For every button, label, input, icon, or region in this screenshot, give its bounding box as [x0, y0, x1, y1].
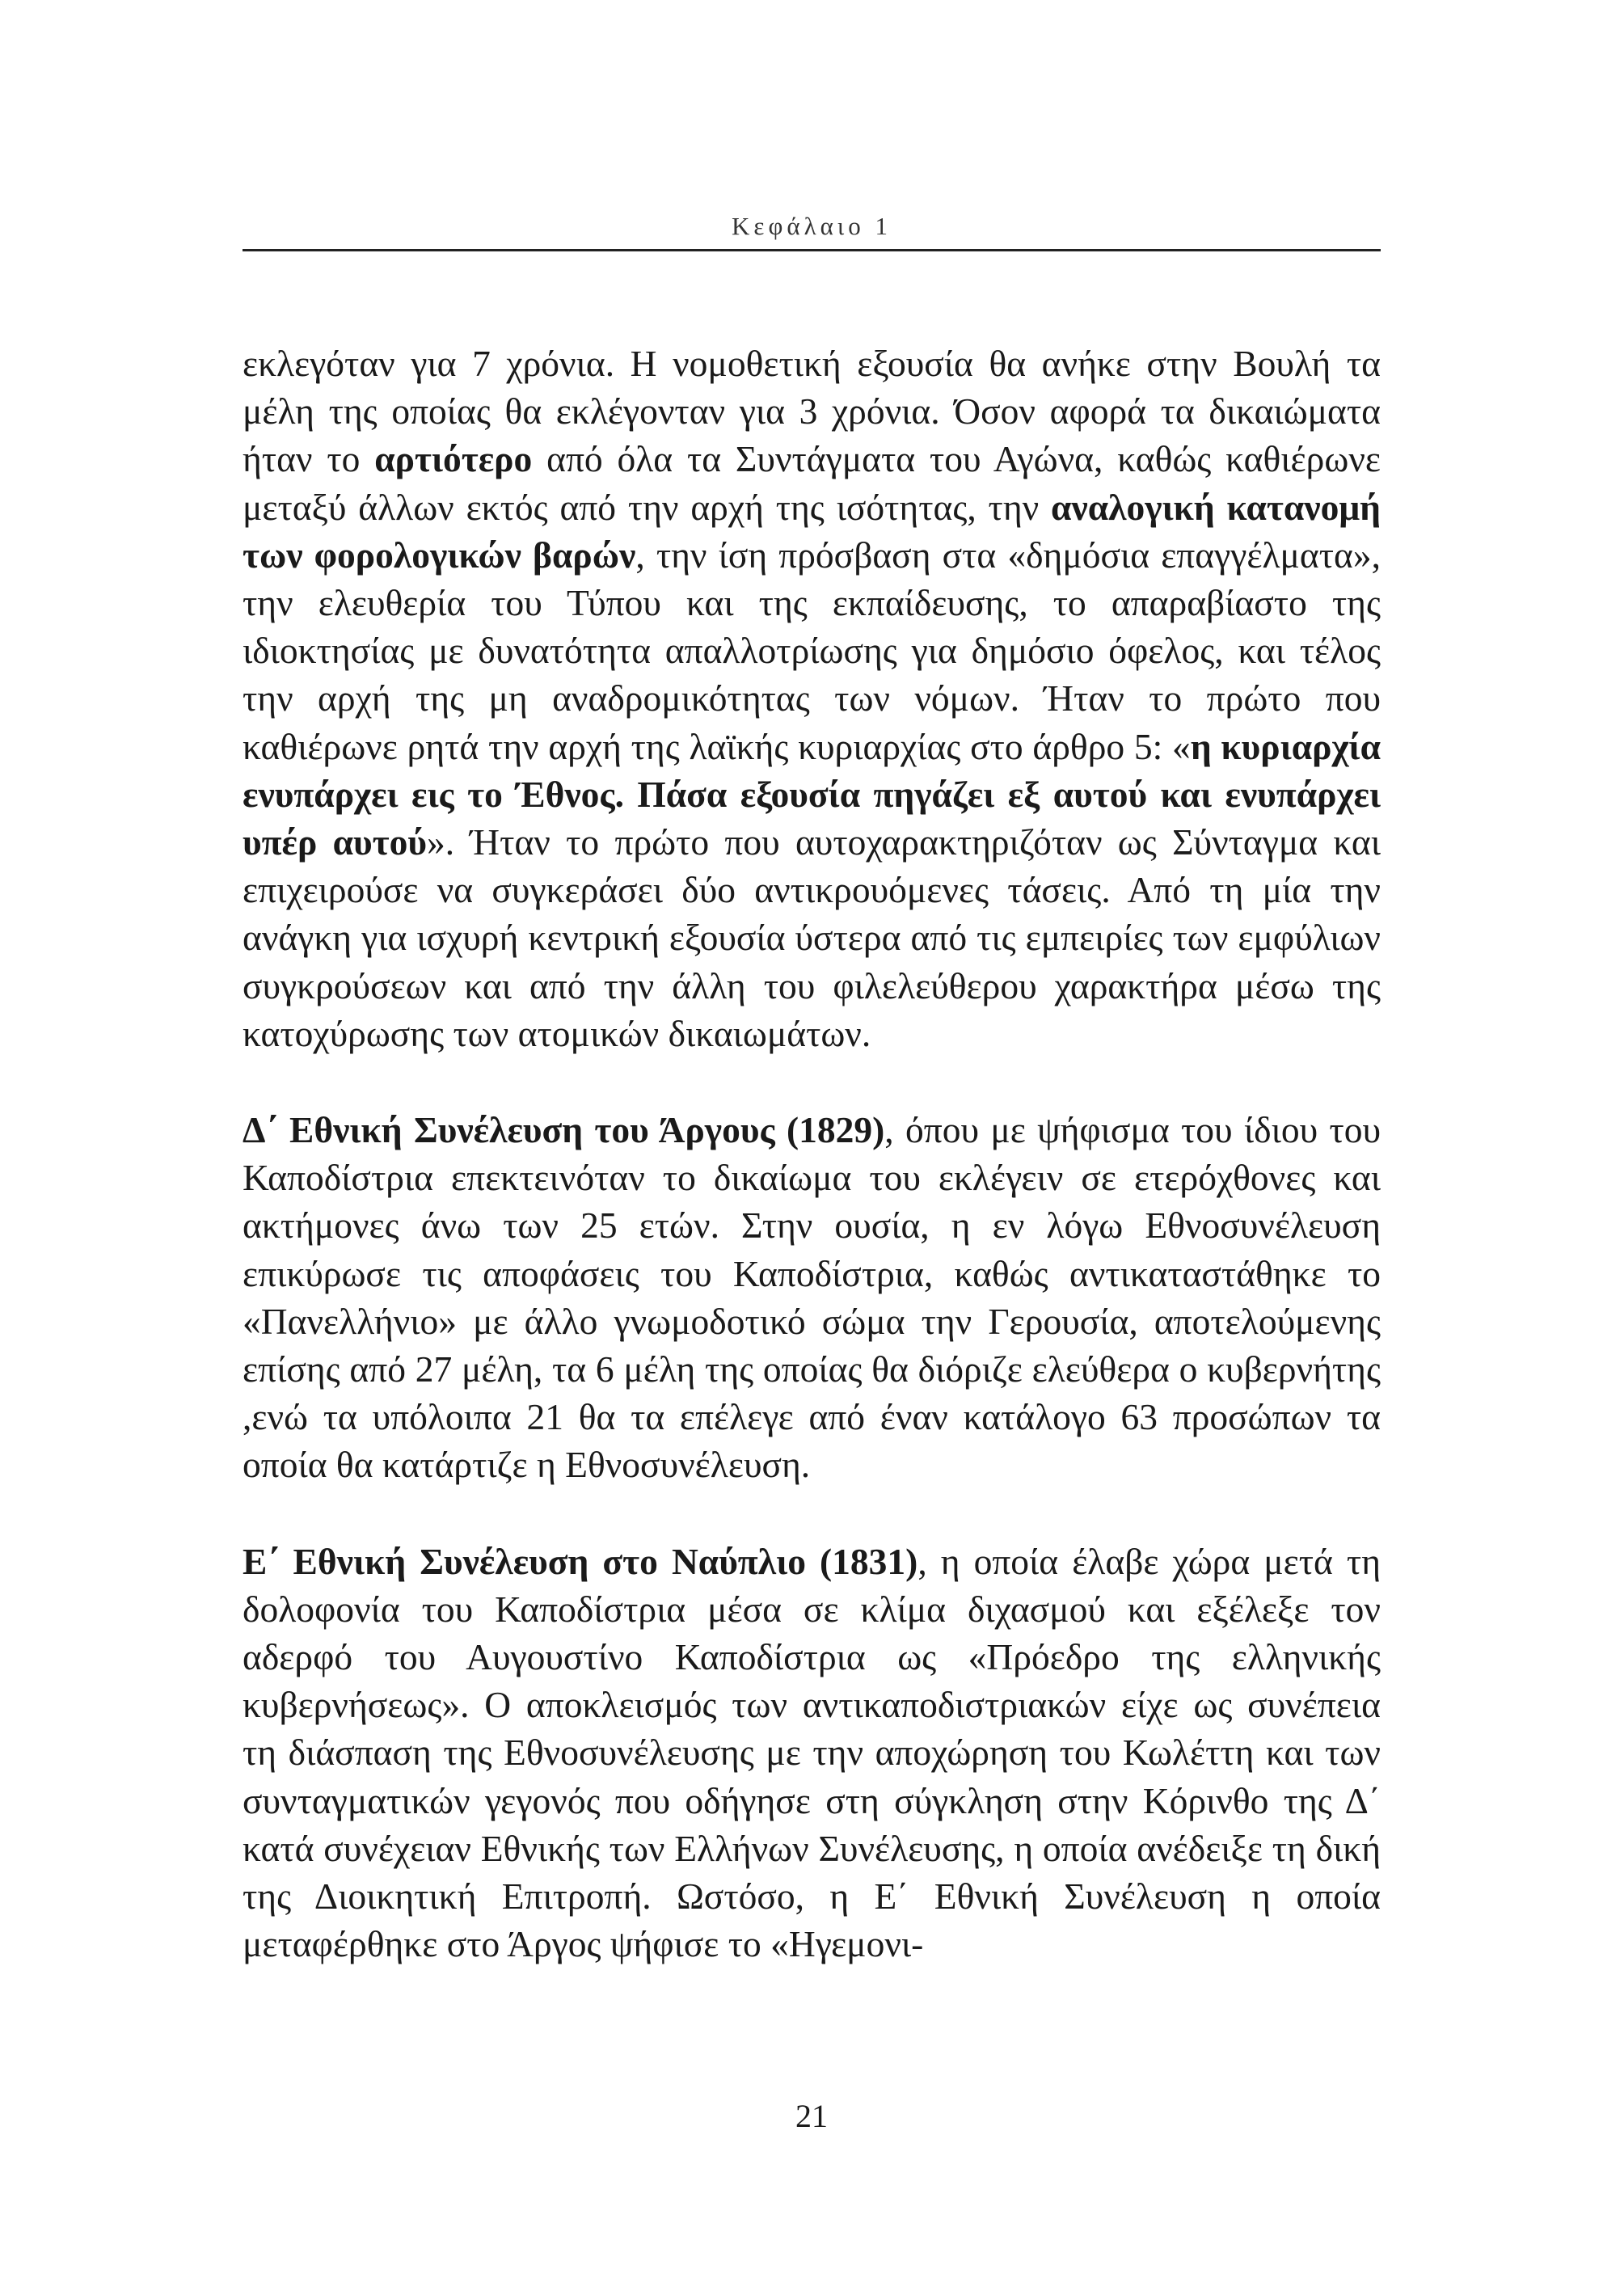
section-lead-heading: Δ΄ Εθνική Συνέλευση του Άργους (1829): [243, 1109, 885, 1151]
text-segment: , όπου με ψήφισμα του ίδιου του Καποδίστρια επεκτεινόταν το δικαίωμα του εκλέγειν σε ετερόχθονες και ακτήμονες άνω των 25 ετών. Στην ουσία, η εν λόγω Εθνοσυνέλευση επικύρωσε τις αποφάσεις του Καποδίστρια, καθώς αντικαταστάθηκε το «Πανελλήνιο» με άλλο γνωμοδοτικό σώμα την Γερουσία, αποτελούμενης επίσης από 27 μέλη, τα 6 μέλη της οποίας θα διόριζε ελεύθερα ο κυβερνήτης ,ενώ τα υπόλοιπα 21 θα τα επέλεγε από έναν κατάλογο 63 προσώπων τα οποία θα κατάρτιζε η Εθνοσυνέλευση.: [243, 1109, 1381, 1486]
bold-phrase: αναλογική κατανομή των φορολογικών βαρών: [243, 486, 1381, 576]
page-number: 21: [795, 2098, 828, 2134]
header-rule: [243, 249, 1381, 251]
body-text: [243, 340, 1381, 1968]
bold-phrase: αρτιότερο: [374, 438, 533, 480]
bold-quote: η κυριαρχία ενυπάρχει εις το Έθνος. Πάσα εξουσία πηγάζει εξ αυτού και ενυπάρχει υπέρ αυτού: [243, 725, 1381, 863]
paragraph: [243, 340, 1381, 1057]
paragraph: [243, 1538, 1381, 1968]
text-segment: από όλα τα Συντάγματα του Αγώνα, καθώς καθιέρωνε μεταξύ άλλων εκτός από την αρχή της ισότητας, την: [243, 438, 1381, 528]
text-segment: , η οποία έλαβε χώρα μετά τη δολοφονία του Καποδίστρια μέσα σε κλίμα διχασμού και εξέλεξε τον αδερφό του Αυγουστίνο Καποδίστρια ως «Πρόεδρο της ελληνικής κυβερνήσεως». Ο αποκλεισμός των αντικαποδιστριακών είχε ως συνέπεια τη διάσπαση της Εθνοσυνέλευσης με την αποχώρηση του Κωλέττη και των συνταγματικών γεγονός που οδήγησε στη σύγκληση στην Κόρινθο της Δ΄ κατά συνέχειαν Εθνικής των Ελλήνων Συνέλευσης, η οποία ανέδειξε τη δική της Διοικητική Επιτροπή. Ωστόσο, η Ε΄ Εθνική Συνέλευση η οποία μεταφέρθηκε στο Άργος ψήφισε το «Ηγεμονι-: [243, 1540, 1381, 1965]
text-segment: εκλεγόταν για 7 χρόνια. Η νομοθετική εξουσία θα ανήκε στην Βουλή τα μέλη της οποίας θα εκλέγονταν για 3 χρόνια. Όσον αφορά τα δικαιώματα ήταν το: [243, 343, 1381, 480]
section-lead-heading: Ε΄ Εθνική Συνέλευση στο Ναύπλιο (1831): [243, 1540, 918, 1582]
text-segment: ». Ήταν το πρώτο που αυτοχαρακτηριζόταν ως Σύνταγμα και επιχειρούσε να συγκεράσει δύο αντικρουόμενες τάσεις. Από τη μία την ανάγκη για ισχυρή κεντρική εξουσία ύστερα από τις εμπειρίες των εμφύλιων συγκρούσεων και από την άλλη του φιλελεύθερου χαρακτήρα μέσω της κατοχύρωσης των ατομικών δικαιωμάτων.: [243, 821, 1381, 1054]
paragraph: [243, 1106, 1381, 1489]
text-segment: , την ίση πρόσβαση στα «δημόσια επαγγέλματα», την ελευθερία του Τύπου και της εκπαίδευσης, το απαραβίαστο της ιδιοκτησίας με δυνατότητα απαλλοτρίωσης για δημόσιο όφελος, και τέλος την αρχή της μη αναδρομικότητας των νόμων. Ήταν το πρώτο που καθιέρωνε ρητά την αρχή της λαϊκής κυριαρχίας στο άρθρο 5: «: [243, 534, 1381, 767]
running-header: Κεφάλαιο 1: [732, 212, 892, 240]
